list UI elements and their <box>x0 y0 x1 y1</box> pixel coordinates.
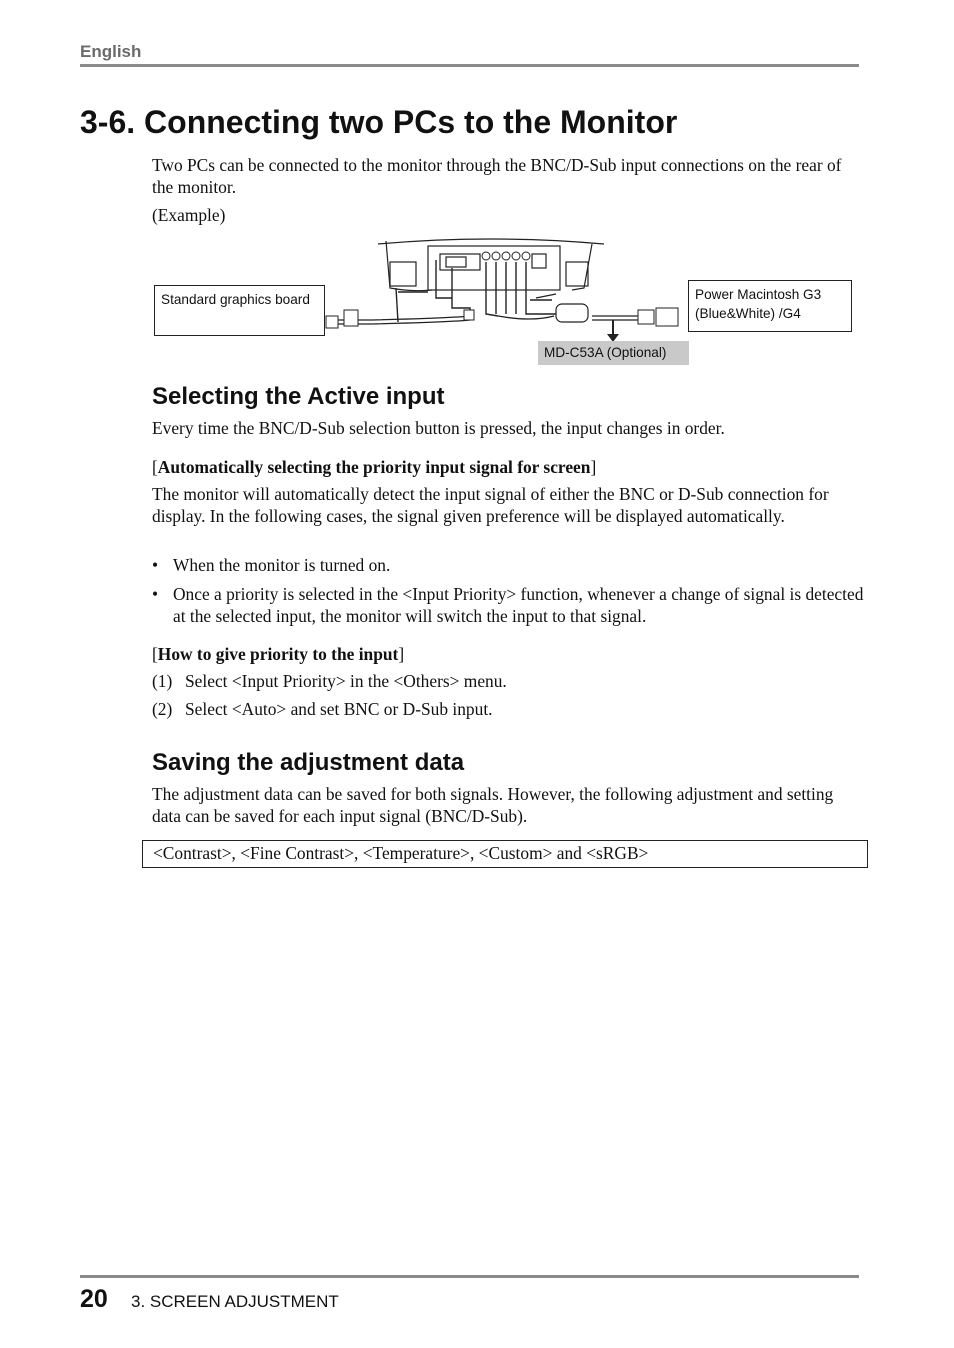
example-label: (Example) <box>152 205 226 225</box>
bullet-dot: • <box>152 584 159 604</box>
list-item-text: When the monitor is turned on. <box>173 555 391 575</box>
step-number: (1) <box>152 671 173 691</box>
list-item <box>152 555 864 577</box>
section-heading-active-input: Selecting the Active input <box>152 383 445 410</box>
page-title: 3-6. Connecting two PCs to the Monitor <box>80 104 678 140</box>
saving-data-paragraph: The adjustment data can be saved for both signals. However, the following adjustment and setting data can be saved for each input signal (BNC/D-Sub). <box>152 784 834 826</box>
auto-priority-heading-text: Automatically selecting the priority input signal for screen <box>157 457 591 477</box>
section-heading-saving-data: Saving the adjustment data <box>152 749 465 776</box>
step-item <box>152 671 507 693</box>
auto-priority-heading: [Automatically selecting the priority input signal for screen] <box>152 457 597 477</box>
label-md-c53a: MD-C53A (Optional) <box>538 341 689 365</box>
footer-section-title: 3. SCREEN ADJUSTMENT <box>131 1292 339 1311</box>
step-number: (2) <box>152 699 173 719</box>
auto-detect-paragraph: The monitor will automatically detect the input signal of either the BNC or D-Sub connection for display. In the following cases, the signal given preference will be displayed automatically. <box>152 484 829 526</box>
howto-heading: [How to give priority to the input] <box>152 644 405 664</box>
list-item-text: Once a priority is selected in the <Input Priority> function, whenever a change of signal is detected at the selected input, the monitor will switch the input to that signal. <box>173 584 864 626</box>
active-input-paragraph: Every time the BNC/D-Sub selection button is pressed, the input changes in order. <box>152 418 725 438</box>
footer-page-number: 20 <box>80 1285 108 1313</box>
header-language: English <box>80 42 142 61</box>
list-item <box>152 584 864 627</box>
header-rule <box>80 64 859 67</box>
step-item <box>152 699 493 721</box>
saved-settings-box: <Contrast>, <Fine Contrast>, <Temperature>, <Custom> and <sRGB> <box>142 840 868 868</box>
label-power-macintosh: Power Macintosh G3 (Blue&White) /G4 <box>688 280 852 332</box>
howto-heading-text: How to give priority to the input <box>157 644 399 664</box>
step-text: Select <Auto> and set BNC or D-Sub input. <box>185 699 493 719</box>
bullet-dot: • <box>152 555 159 575</box>
intro-paragraph: Two PCs can be connected to the monitor through the BNC/D-Sub input connections on the rear of the monitor. <box>152 155 842 197</box>
label-standard-graphics-board: Standard graphics board <box>154 285 325 336</box>
step-text: Select <Input Priority> in the <Others> menu. <box>185 671 507 691</box>
footer-rule <box>80 1275 859 1278</box>
connection-diagram <box>152 232 858 370</box>
